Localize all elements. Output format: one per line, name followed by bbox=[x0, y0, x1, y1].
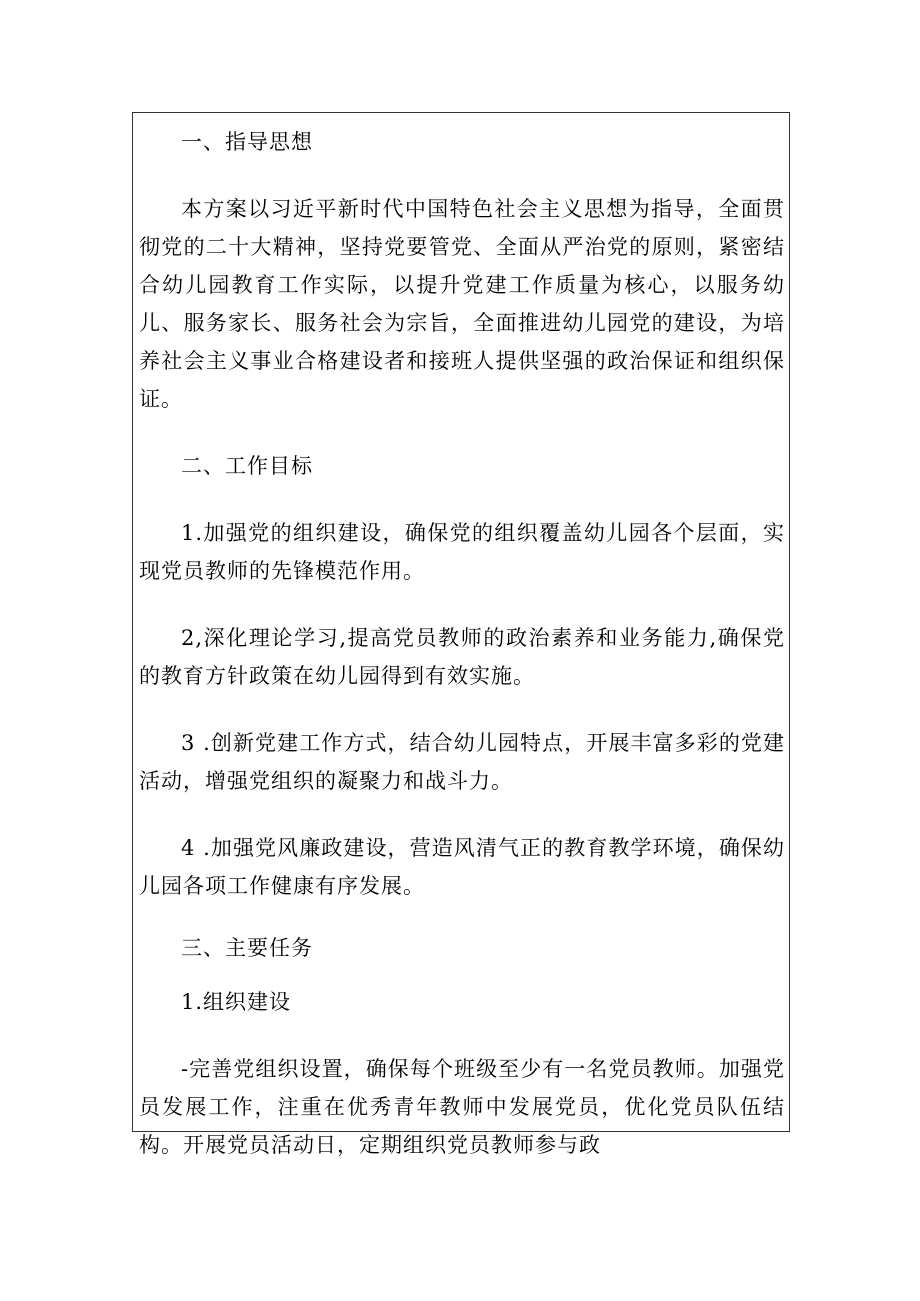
paragraph-guiding-ideology: 本方案以习近平新时代中国特色社会主义思想为指导，全面贯彻党的二十大精神，坚持党要管党、全面从严治党的原则，紧密结合幼儿园教育工作实际，以提升党建工作质量为核心，以服务幼儿、服务家长、服务社会为宗旨，全面推进幼儿园党的建设，为培养社会主义事业合格建设者和接班人提供坚强的政治保证和组织保证。 bbox=[139, 197, 785, 411]
section-heading-main-tasks: 三、主要任务 bbox=[181, 936, 313, 960]
paragraph-goal-2: 2,深化理论学习,提高党员教师的政治素养和业务能力,确保党的教育方针政策在幼儿园得到有效实施。 bbox=[139, 626, 785, 688]
document-content bbox=[139, 123, 785, 1164]
section-heading-guiding-ideology: 一、指导思想 bbox=[181, 130, 313, 154]
paragraph-goal-4: 4 .加强党风廉政建设，营造风清气正的教育教学环境，确保幼儿园各项工作健康有序发展。 bbox=[139, 836, 785, 898]
subheading-organization-building: 1.组织建设 bbox=[181, 990, 292, 1014]
section-heading-work-goals: 二、工作目标 bbox=[181, 454, 313, 478]
document-frame bbox=[132, 112, 790, 1157]
paragraph-goal-1: 1.加强党的组织建设，确保党的组织覆盖幼儿园各个层面，实现党员教师的先锋模范作用。 bbox=[139, 521, 785, 583]
paragraph-goal-3: 3 .创新党建工作方式，结合幼儿园特点，开展丰富多彩的党建活动，增强党组织的凝聚力和战斗力。 bbox=[139, 731, 785, 793]
paragraph-organization-building: -完善党组织设置，确保每个班级至少有一名党员教师。加强党员发展工作，注重在优秀青年教师中发展党员，优化党员队伍结构。开展党员活动日，定期组织党员教师参与政 bbox=[139, 1057, 785, 1157]
